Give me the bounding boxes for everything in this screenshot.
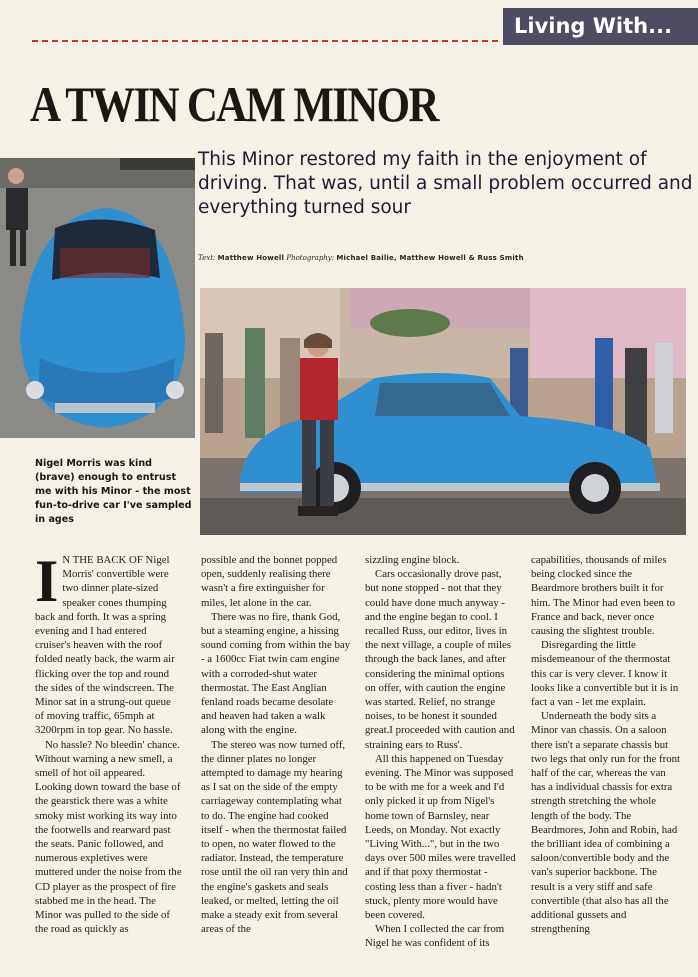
body-paragraph: sizzling engine block. bbox=[365, 554, 460, 566]
article-title: A TWIN CAM MINOR bbox=[30, 76, 438, 132]
credits-text-label: Text: bbox=[198, 254, 216, 262]
body-paragraph: No hassle? No bleedin' chance. Without warning a new smell, a smell of hot oil appeared. Looking down toward the base of the gearstick there was a white smoky mist working its way into the footwells and rearward past the seats. Panic followed, and numerous expletives were muttered under the noise from the CD player as the prospect of fire stabbed me in the head. The Minor was pulled to the side of the road as quickly as bbox=[35, 738, 182, 936]
body-paragraph: The stereo was now turned off, the dinner plates no longer attempted to damage my hearing as I sat on the side of the empty carriageway contemplating what to do. The engine had cooked itself - when the thermostat failed to open, no water flowed to the radiator. Instead, the temperature rose until the oil ran very thin and the engine's gaskets and seals leaked, or melted, letting the oil make a steady exit from several areas of the bbox=[201, 738, 348, 936]
header-divider bbox=[32, 40, 498, 42]
section-tab: Living With... bbox=[503, 8, 698, 45]
body-paragraph: possible and the bonnet popped open, suddenly realising there wasn't a fire extinguisher for miles, let alone in the car. bbox=[201, 554, 338, 609]
car-top-view-photo bbox=[0, 158, 195, 438]
body-column-4 bbox=[531, 553, 681, 973]
body-column-3 bbox=[365, 553, 517, 973]
credits-photographers: Michael Bailie, Matthew Howell & Russ Smith bbox=[336, 254, 524, 262]
body-column-2 bbox=[201, 553, 351, 973]
standfirst: This Minor restored my faith in the enjoyment of driving. That was, until a small problem occurred and everything turned sour bbox=[198, 149, 693, 218]
credits-photo-label: Photography: bbox=[286, 254, 335, 262]
credits-author: Matthew Howell bbox=[217, 254, 285, 262]
body-paragraph: There was no fire, thank God, but a steaming engine, a hissing sound coming from within the bay - a 1600cc Fiat twin cam engine with a corroded-shut water thermostat. The East Anglian fenland roads became desolate and heaven had taken a walk along with the engine. bbox=[201, 610, 351, 737]
car-mural-photo bbox=[200, 288, 686, 535]
body-paragraph: When I collected the car from Nigel he was confident of its bbox=[365, 923, 505, 950]
drop-cap: I bbox=[35, 553, 59, 614]
body-paragraph: Cars occasionally drove past, but none stopped - not that they could have done much anyway - and the engine began to cool. I recalled Russ, our editor, lives in the next village, a couple of miles through the back lanes, and after considering the minimal options on offer, with caution the engine was started. Relief, no strange noises, to be honest it sounded great.I proceeded with caution and straining ears to Russ'. bbox=[365, 568, 515, 751]
body-paragraph: Disregarding the little misdemeanour of the thermostat this car is very clever. I know it looks like a convertible but it is in fact a van - let me explain. bbox=[531, 639, 679, 709]
body-paragraph: All this happened on Tuesday evening. The Minor was supposed to be with me for a week and I'd only picked it up from Nigel's home town of Barnsley, near Leeds, on Monday. Not exactly "Living With...", but in the two days over 500 miles were travelled and if that poxy thermostat - costing less than a fiver - hadn't stuck, plenty more would have been covered. bbox=[365, 752, 516, 922]
body-paragraph: I N THE BACK OF Nigel Morris' convertible were two dinner plate-sized speaker cones thumping back and forth. It was a spring evening and I had entered cruiser's heaven with the roof folded neatly back, the warm air flicking over the top and round the sides of the windscreen. The Minor sat in a strung-out queue of moving traffic, 65mph at 3200rpm in top gear. No hassle. bbox=[35, 553, 175, 737]
body-paragraph: capabilities, thousands of miles being clocked since the Beardmore brothers built it for him. The Minor had even been to France and back, never once causing the slightest trouble. bbox=[531, 554, 676, 638]
credits bbox=[198, 254, 693, 262]
body-paragraph: Underneath the body sits a Minor van chassis. On a saloon there isn't a separate chassis but two legs that only run for the front half of the car, whereas the van has a individual chassis for extra strength stretching the whole length of the body. The Beardmores, John and Robin, had the brilliant idea of combining a saloon/convertible body and the van's superior backbone. The result is a very stiff and safe convertible (that also has all the additional gussets and strengthening bbox=[531, 710, 681, 936]
photo-caption: Nigel Morris was kind (brave) enough to entrust me with his Minor - the most fun-to-drive car I've sampled in ages bbox=[35, 458, 192, 525]
body-column-1 bbox=[35, 553, 182, 973]
